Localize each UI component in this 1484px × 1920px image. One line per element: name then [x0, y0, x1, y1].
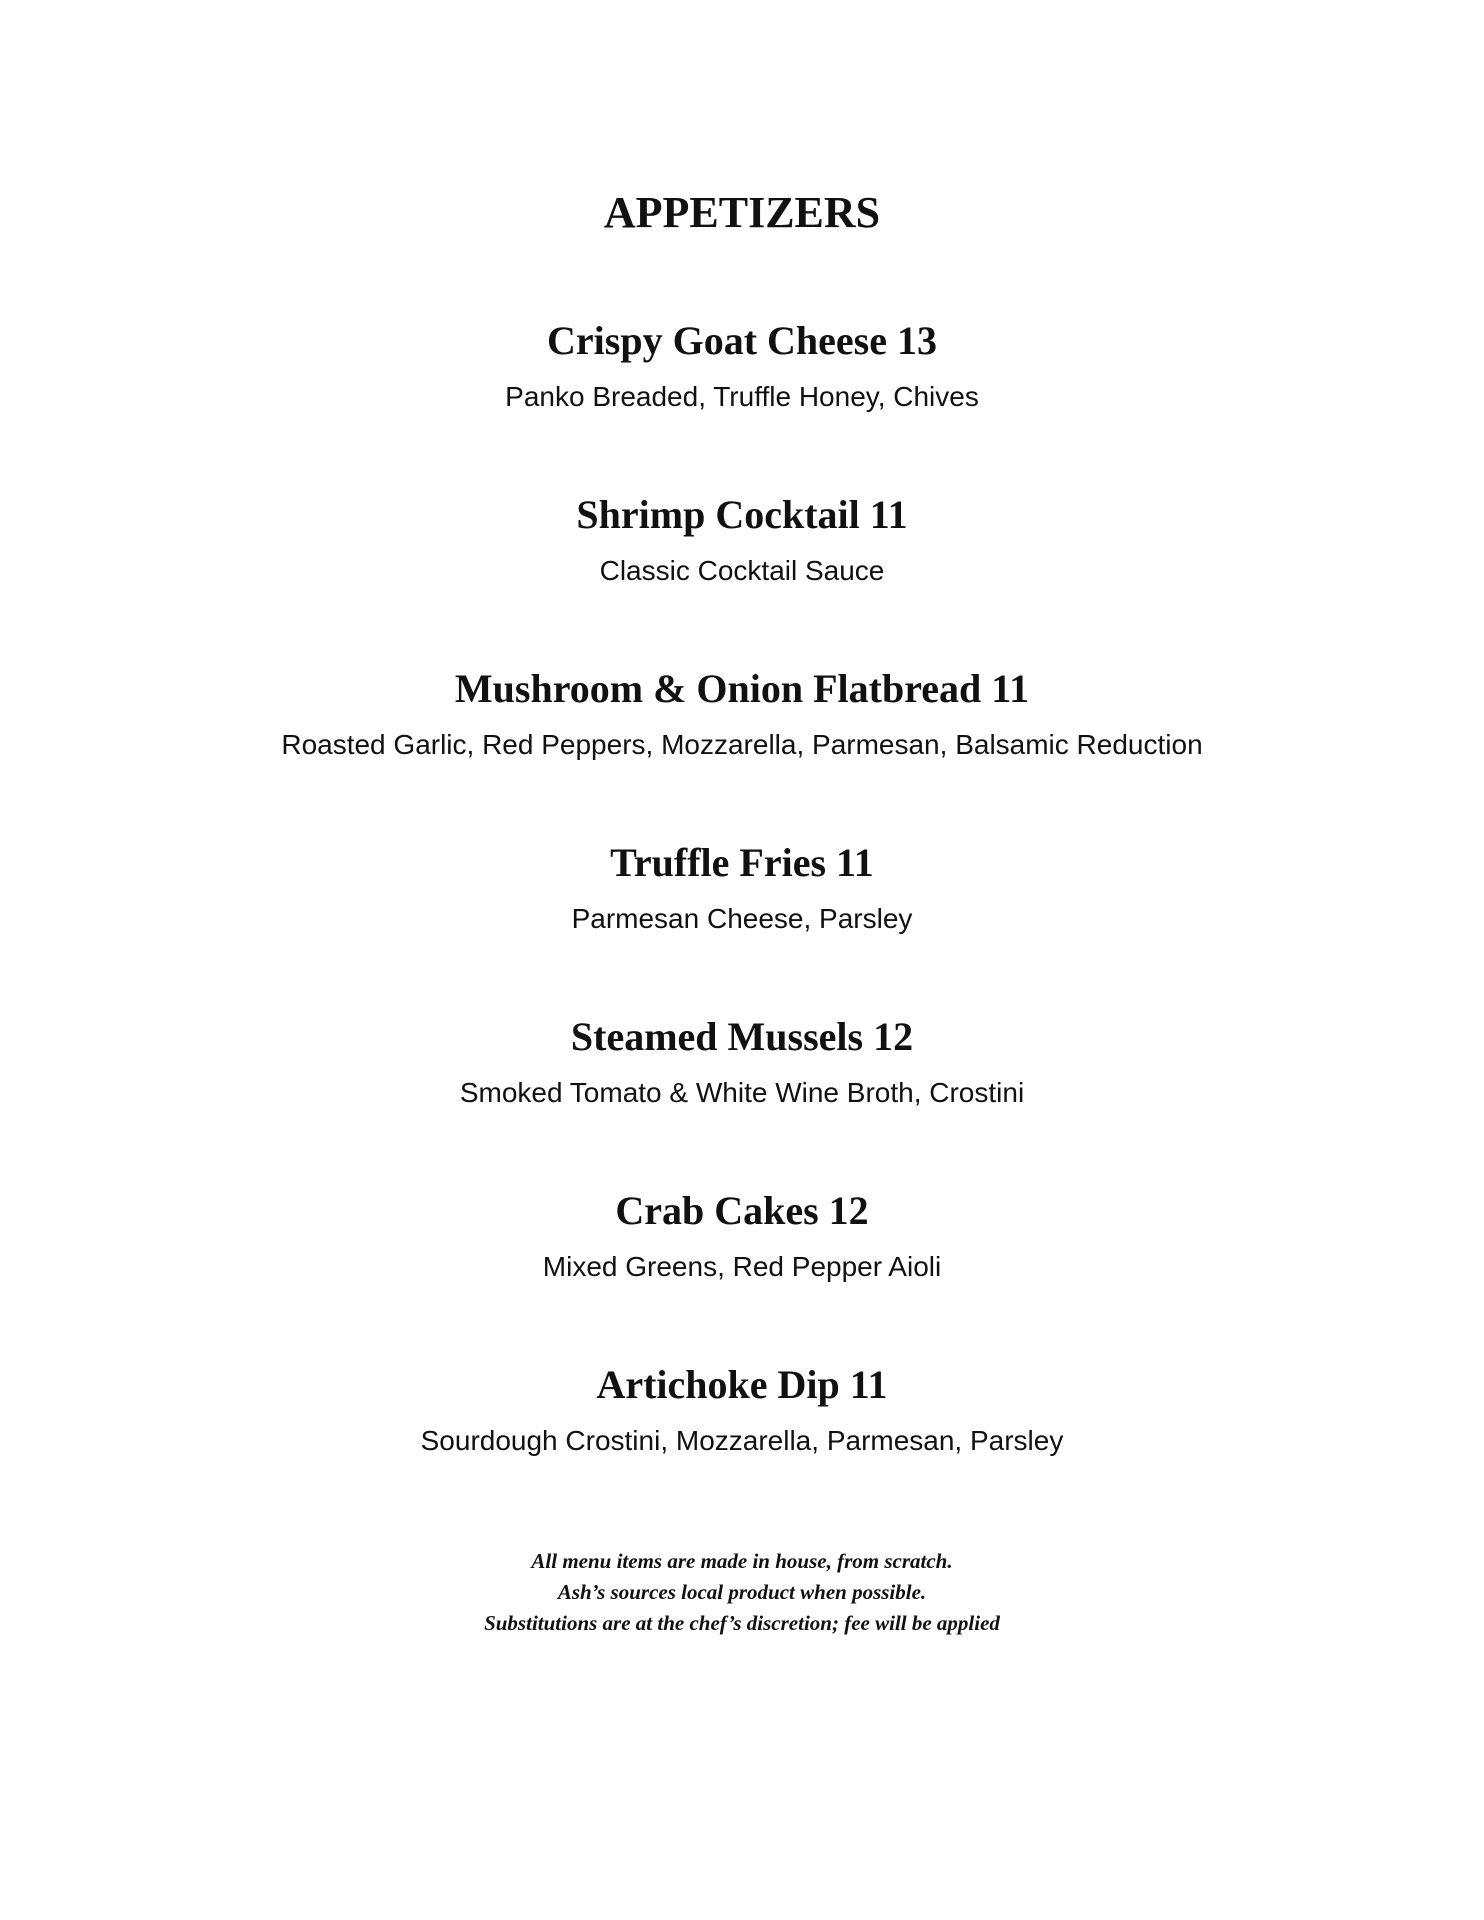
menu-item-description: Parmesan Cheese, Parsley [571, 903, 913, 934]
menu-item-description: Mixed Greens, Red Pepper Aioli [542, 1251, 942, 1282]
menu-item-description: Sourdough Crostini, Mozzarella, Parmesan, Parsley [420, 1425, 1064, 1456]
menu-item-name: Mushroom & Onion Flatbread 11 [454, 666, 1030, 711]
menu-item [0, 492, 1484, 588]
menu-item-description: Smoked Tomato & White Wine Broth, Crostini [459, 1077, 1025, 1108]
menu-item-name: Truffle Fries 11 [610, 840, 874, 885]
menu-item-name: Shrimp Cocktail 11 [576, 492, 908, 537]
menu-item-description: Panko Breaded, Truffle Honey, Chives [505, 381, 979, 412]
menu-item [0, 666, 1484, 762]
menu-item-name: Steamed Mussels 12 [570, 1014, 914, 1059]
menu-item [0, 1014, 1484, 1110]
menu-item [0, 318, 1484, 414]
menu-footer-note [0, 1546, 1484, 1639]
footer-line: Substitutions are at the chef’s discretion; fee will be applied [484, 1611, 1000, 1635]
menu-item [0, 840, 1484, 936]
menu-item-name: Crab Cakes 12 [615, 1188, 869, 1233]
menu-title: APPETIZERS [603, 188, 881, 237]
menu-item [0, 1188, 1484, 1284]
menu-item-name: Crispy Goat Cheese 13 [547, 318, 937, 363]
footer-line: All menu items are made in house, from scratch. [531, 1549, 953, 1573]
menu-item [0, 1362, 1484, 1458]
menu-item-description: Classic Cocktail Sauce [599, 555, 885, 586]
menu-item-description: Roasted Garlic, Red Peppers, Mozzarella, Parmesan, Balsamic Reduction [281, 729, 1203, 760]
footer-line: Ash’s sources local product when possible. [557, 1580, 927, 1604]
menu-item-name: Artichoke Dip 11 [596, 1362, 888, 1407]
